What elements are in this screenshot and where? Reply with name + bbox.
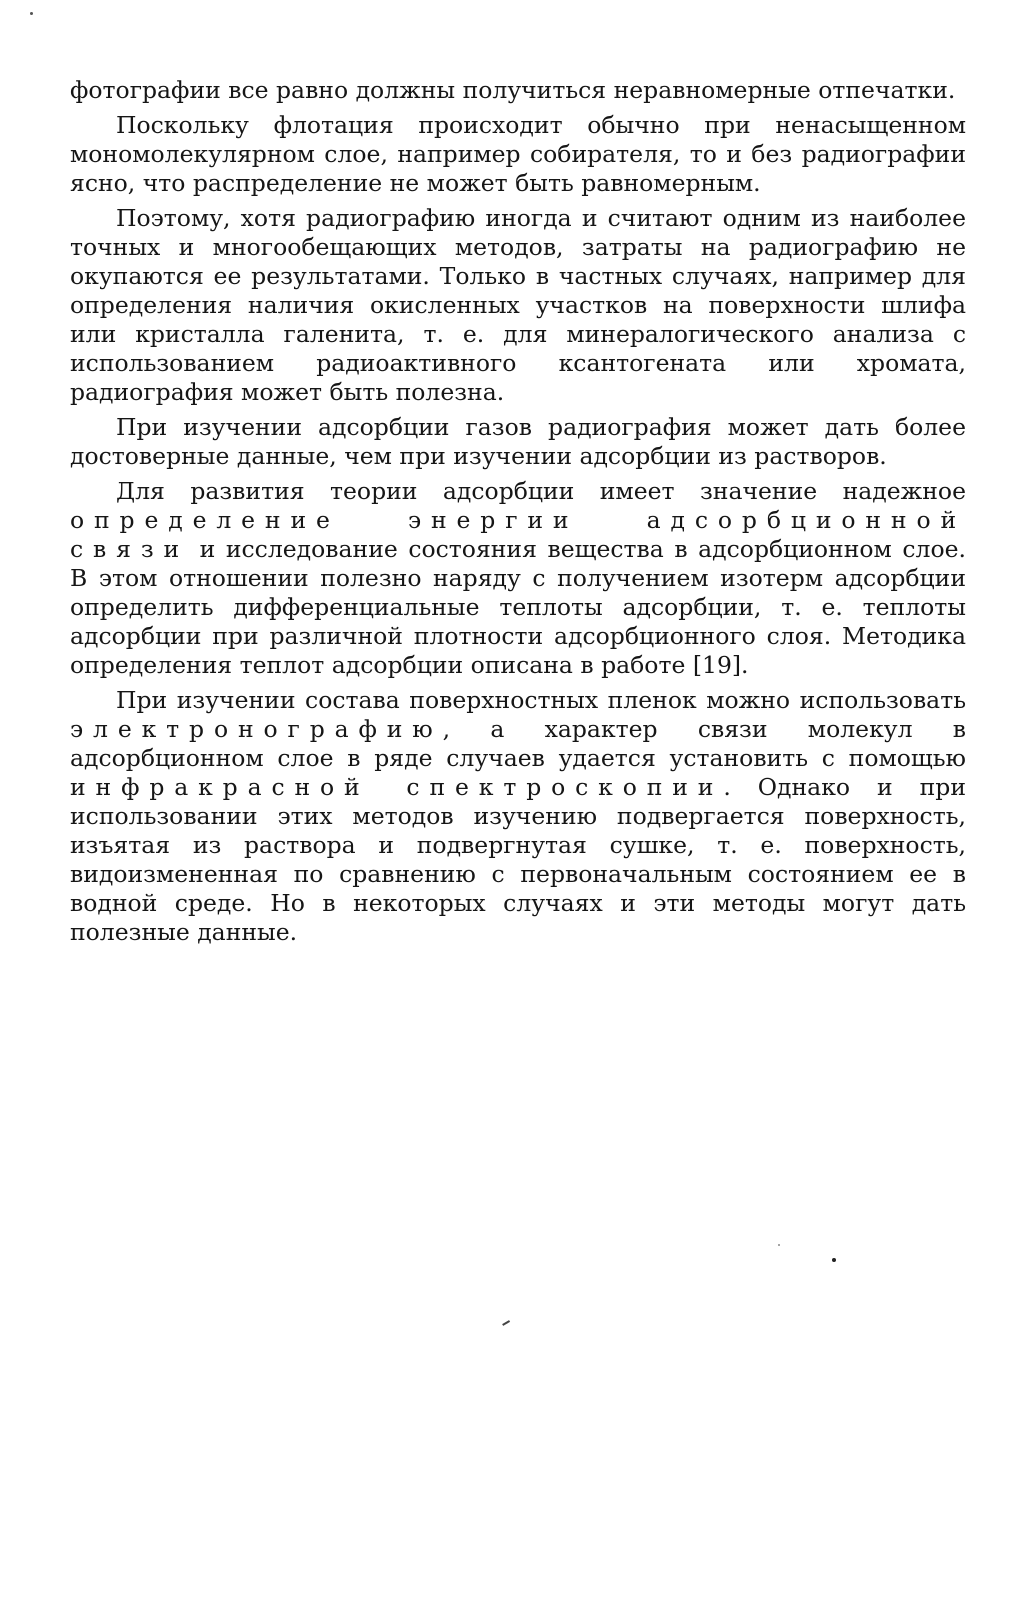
text-run: , а характер связи молекул в адсорбционном слое в ряде случаев удается установить с помощью — [70, 715, 966, 772]
print-speck — [30, 12, 33, 15]
paragraph — [70, 413, 966, 471]
emphasized-term: электронографию — [70, 715, 443, 743]
text-run: . Однако и при использовании этих методов изучению подвергается поверхность, изъятая из раствора и подвергнутая сушке, т. е. поверхность, видоизмененная по сравнению с первоначальным состоянием ее в водной среде. Но в некоторых случаях и эти методы могут дать полезные данные. — [70, 773, 966, 946]
print-speck — [778, 1244, 780, 1246]
print-speck — [502, 1320, 510, 1325]
text-run: Поэтому, хотя радиографию иногда и считают одним из наиболее точных и многообещающих методов, затраты на радиографию не окупаются ее результатами. Только в частных случаях, например для определения наличия окисленных участков на поверхности шлифа или кристалла галенита, т. е. для минералогического анализа с использованием радиоактивного ксантогената или хромата, радиография может быть полезна. — [70, 204, 966, 406]
text-run: Для развития теории адсорбции имеет значение надежное — [116, 477, 966, 505]
paragraph — [70, 477, 966, 680]
print-speck — [832, 1258, 836, 1262]
text-run: и исследование состояния вещества в адсорбционном слое. В этом отношении полезно наряду с получением изотерм адсорбции определить дифференциальные теплоты адсорбции, т. е. теплоты адсорбции при различной плотности адсорбционного слоя. Методика определения теплот адсорбции описана в работе [19]. — [70, 535, 966, 679]
emphasized-term: определение энергии адсорбционной связи — [70, 506, 966, 563]
paragraph — [70, 76, 966, 105]
paragraph — [70, 204, 966, 407]
paragraph — [70, 686, 966, 947]
text-run: фотографии все равно должны получиться неравномерные отпечатки. — [70, 76, 956, 104]
text-body — [70, 76, 966, 947]
document-page — [70, 76, 966, 953]
text-run: При изучении состава поверхностных пленок можно использовать — [116, 686, 966, 714]
text-run: Поскольку флотация происходит обычно при ненасыщенном мономолекулярном слое, например собирателя, то и без радиографии ясно, что распределение не может быть равномерным. — [70, 111, 966, 197]
text-run: При изучении адсорбции газов радиография может дать более достоверные данные, чем при изучении адсорбции из растворов. — [70, 413, 966, 470]
paragraph — [70, 111, 966, 198]
emphasized-term: инфракрасной спектроскопии — [70, 773, 724, 801]
